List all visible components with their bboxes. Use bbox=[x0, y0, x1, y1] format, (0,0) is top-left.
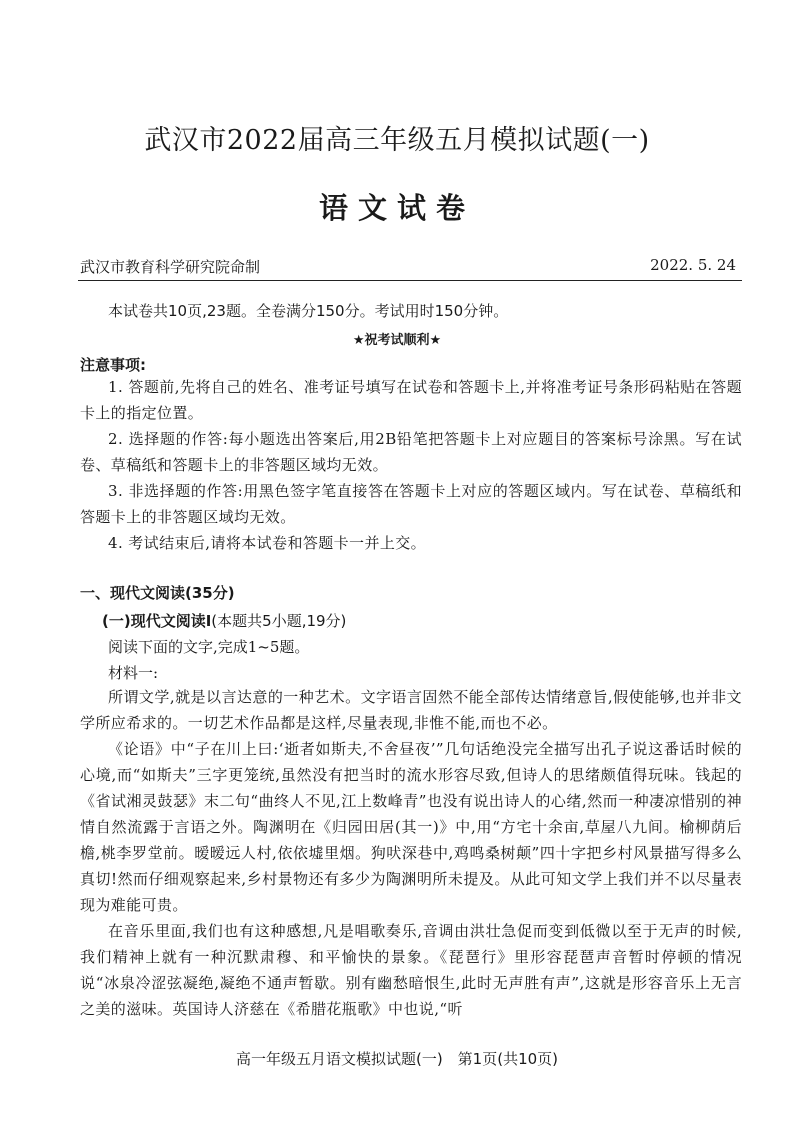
notice-list bbox=[80, 374, 742, 556]
passage-paragraph: 在音乐里面,我们也有这种感想,凡是唱歌奏乐,音调由洪壮急促而变到低微以至于无声的时候,我们精神上就有一种沉默肃穆、和平愉快的景象。《琵琶行》里形容琵琶声音暂时停顿的情况说“冰泉冷涩弦凝绝,凝绝不通声暂歇。别有幽愁暗恨生,此时无声胜有声”,这就是形容音乐上无言之美的滋味。英国诗人济慈在《希腊花瓶歌》中也说,“听 bbox=[80, 922, 742, 1018]
subsection-title: (一)现代文阅读Ⅰ bbox=[102, 612, 212, 630]
section-heading: 一、现代文阅读(35分) bbox=[80, 584, 235, 602]
header-divider bbox=[78, 280, 742, 281]
exam-title: 武汉市2022届高三年级五月模拟试题(一) bbox=[144, 125, 650, 156]
reading-instruction: 阅读下面的文字,完成1~5题。 bbox=[108, 638, 310, 656]
page-footer: 高一年级五月语文模拟试题(一) 第1页(共10页) bbox=[235, 1050, 559, 1068]
exam-info: 本试卷共10页,23题。全卷满分150分。考试用时150分钟。 bbox=[108, 302, 509, 320]
notice-item: 4. 考试结束后,请将本试卷和答题卡一并上交。 bbox=[108, 534, 427, 552]
good-luck-line: ★祝考试顺利★ bbox=[352, 333, 442, 348]
notice-item: 1. 答题前,先将自己的姓名、准考证号填写在试卷和答题卡上,并将准考证号条形码粘贴在答题卡上的指定位置。 bbox=[80, 378, 742, 422]
notice-heading: 注意事项: bbox=[80, 356, 146, 374]
subsection-score: (本题共5小题,19分) bbox=[211, 612, 347, 630]
subsection-heading bbox=[102, 610, 346, 631]
notice-item: 3. 非选择题的作答:用黑色签字笔直接答在答题卡上对应的答题区域内。写在试卷、草稿纸和答题卡上的非答题区域均无效。 bbox=[80, 482, 742, 526]
passage-body bbox=[80, 684, 742, 1022]
exam-date: 2022. 5. 24 bbox=[650, 256, 736, 274]
subject-title: 语文试卷 bbox=[318, 191, 475, 225]
passage-paragraph: 《论语》中“子在川上曰:‘逝者如斯夫,不舍昼夜’”几句话绝没完全描写出孔子说这番话时候的心境,而“如斯夫”三字更笼统,虽然没有把当时的流水形容尽致,但诗人的思绪颇值得玩味。钱起的《省试湘灵鼓瑟》末二句“曲终人不见,江上数峰青”也没有说出诗人的心绪,然而一种凄凉惜别的神情自然流露于言语之外。陶渊明在《归园田居(其一)》中,用“方宅十余亩,草屋八九间。榆柳荫后檐,桃李罗堂前。暧暧远人村,依依墟里烟。狗吠深巷中,鸡鸣桑树颠”四十字把乡村风景描写得多么真切!然而仔细观察起来,乡村景物还有多少为陶渊明所未提及。从此可知文学上我们并不以尽量表现为难能可贵。 bbox=[80, 740, 742, 914]
passage-paragraph: 所谓文学,就是以言达意的一种艺术。文字语言固然不能全部传达情绪意旨,假使能够,也并非文学所应希求的。一切艺术作品都是这样,尽量表现,非惟不能,而也不必。 bbox=[80, 688, 742, 732]
material-label: 材料一: bbox=[108, 664, 159, 682]
issuer-text: 武汉市教育科学研究院命制 bbox=[80, 258, 261, 276]
notice-item: 2. 选择题的作答:每小题选出答案后,用2B铅笔把答题卡上对应题目的答案标号涂黑。写在试卷、草稿纸和答题卡上的非答题区域均无效。 bbox=[80, 430, 742, 474]
